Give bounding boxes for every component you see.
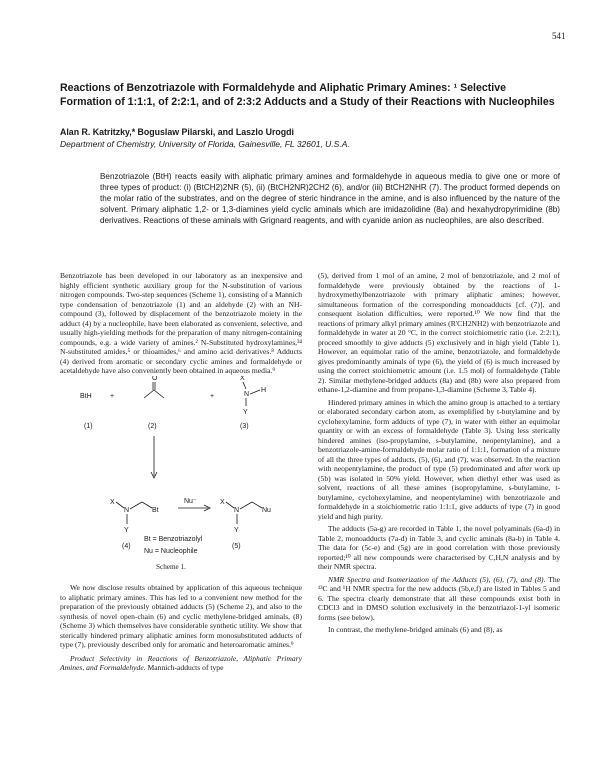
scheme-bth: BtH	[80, 393, 92, 400]
article-affiliation: Department of Chemistry, University of Florida, Gainesville, FL 32601, U.S.A.	[60, 139, 350, 149]
scheme-aldehyde-bond-right	[154, 390, 164, 398]
page-number: 541	[552, 31, 566, 41]
scheme-x-4: X	[110, 499, 115, 506]
scheme-amine-bond-x	[243, 382, 246, 389]
scheme-bond-5a	[226, 502, 234, 508]
left-subhead: Product Selectivity in Reactions of Benzotriazole, Aliphatic Primary Amines, and Formaldehyde.	[60, 653, 302, 672]
right-paragraph-3: The adducts (5a-g) are recorded in Table 1, the novel polyaminals (6a-d) in Table 2, monoadducts (7a-d) in Table 3, and cyclic aminals (8a-b) in Table 4. The data for (5c-e) and (5g) are in good correlation with those previously reported;¹⁰ all new compounds were characterised by C,H,N analysis and by their NMR spectra.	[318, 524, 560, 571]
scheme-arrow-label: Nu⁻	[184, 498, 197, 505]
scheme-1-diagram	[60, 376, 302, 576]
scheme-n-5: N	[234, 507, 240, 514]
right-paragraph-5: In contrast, the methylene-bridged aminals (6) and (8), as	[328, 625, 503, 634]
scheme-n-top: N	[244, 391, 250, 398]
scheme-x-5: X	[220, 499, 225, 506]
scheme-n-4: N	[124, 507, 130, 514]
scheme-x-top: X	[240, 376, 245, 382]
scheme-oxygen: O	[152, 376, 158, 382]
left-column-top	[60, 271, 302, 379]
article-authors: Alan R. Katritzky,* Boguslaw Pilarski, and Laszlo Urogdi	[60, 127, 294, 137]
scheme-label-4: (4)	[122, 543, 131, 550]
scheme-amine-bond-h	[250, 390, 260, 394]
left-paragraph-3-body: Mannich-adducts of type	[147, 663, 224, 672]
scheme-nu-5: Nu	[262, 507, 271, 514]
scheme-bond-4a	[116, 502, 124, 508]
scheme-aldehyde-bond-left	[144, 390, 154, 398]
scheme-y-4: Y	[124, 527, 129, 534]
scheme-plus-2: +	[210, 393, 215, 400]
scheme-y-5: Y	[234, 527, 239, 534]
scheme-legend-bt: Bt = Benzotriazolyl	[144, 536, 203, 543]
scheme-legend-nu: Nu = Nucleophile	[144, 548, 198, 555]
scheme-bt-4: Bt	[152, 507, 159, 514]
scheme-y-top: Y	[243, 409, 248, 416]
right-column	[318, 271, 560, 638]
scheme-h-top: H	[261, 387, 267, 394]
right-paragraph-4-body: The ¹³C and ¹H NMR spectra for the new adducts (5b,e,f) are listed in Tables 5 and 6. The spectra clearly demonstrate that all these compounds exist both in CDCl3 and in DMSO solution exclusively in the benzotriazol-1-yl isomeric forms (see below).	[318, 574, 560, 622]
right-subhead: NMR Spectra and Isomerization of the Adducts (5), (6), (7), and (8).	[328, 574, 546, 584]
left-paragraph-1: Benzotriazole has been developed in our laboratory as an inexpensive and highly efficient synthetic auxiliary group for the N-substitution of various nitrogen compounds. Two-step sequences (Scheme 1), consisting of a Mannich type condensation of benzotriazole (1) and an aldehyde (2) with an NH-compound (3), followed by displacement of the benzotriazole moiety in the adduct (4) by a nucleophile, have been elaborated as convenient, selective, and usually high-yielding methods for the preparation of many nitrogen-containing compounds, e.g. a wide variety of amines.² N-Substituted hydroxylamines,³⁴ N-substituted amides,⁵ or thioamides,⁶ and amino acid derivatives.⁸ Adducts (4) derived from aromatic or secondary cyclic amines and formaldehyde or acetaldehyde have also conveniently been obtained in aqueous media.⁹	[60, 271, 302, 375]
scheme-label-1: (1)	[84, 423, 93, 430]
right-paragraph-4	[318, 575, 560, 623]
scheme-bond-5c	[252, 502, 262, 508]
left-paragraph-2: We now disclose results obtained by application of this aqueous technique to aliphatic primary amines. This has led to a convenient new method for the preparation of the previously obtained adducts (5) (Scheme 2), and also to the synthesis of novel open-chain (6) and cyclic methylene-bridged aminals, (8) (Scheme 3) which themselves have considerable synthetic utility. We show that sterically hindered primary aliphatic amines form monosubstituted adducts of type (7), previously described only for aromatic and heteroaromatic amines.⁹	[60, 583, 302, 649]
left-paragraph-3	[60, 654, 302, 673]
scheme-bond-4c	[142, 502, 152, 508]
right-paragraph-1: (5), derived from 1 mol of an amine, 2 mol of benzotriazole, and 2 mol of formaldehyde were previously obtained by the reactions of 1-hydroxymethylbenzotriazole with primary aliphatic amines; however, simultaneous formation of the corresponding monoadducts [cf. (7)], and consequent isolation difficulties, were reported.¹⁰ We now find that the reactions of primary alkyl primary amines (R'CH2NH2) with benzotriazole and formaldehyde in water at 20 °C, in the correct stoichiometric ratio (i.e. 2:2:1), proceed smoothly to give adducts (5) exclusively and in high yield (Table 1). However, an equimolar ratio of the amine, benzotriazole, and formaldehyde gives predominantly aminals of type (6), the yield of (6) is much increased by using the correct stoichiometric amount (i.e. 1.5 mol) of formaldehyde (Table 2). Similar methylene-bridged adducts (8a) and (8b) were also prepared from ethane-1,2-diamine and from propane-1,3-diamine (Scheme 3, Table 4).	[318, 271, 560, 394]
scheme-label-5: (5)	[232, 543, 241, 550]
scheme-label-2: (2)	[148, 423, 157, 430]
scheme-bond-4b	[130, 502, 142, 509]
article-title: Reactions of Benzotriazole with Formaldehyde and Aliphatic Primary Amines: ¹ Selective Formation of 1:1:1, of 2:2:1, and of 2:3:2 Adducts and a Study of their Reactions with Nucleophiles	[60, 82, 555, 108]
abstract: Benzotriazole (BtH) reacts easily with aliphatic primary amines and formaldehyde in aqueous media to give one or more of three types of product: (i) (BtCH2)2NR (5), (ii) (BtCH2NR)2CH2 (6), and/or (iii) BtCH2NHR (7). The product formed depends on the molar ratio of the substrates, and on the degree of steric hindrance in the amine, and is also influenced by the nature of the solvent. Primary aliphatic 1,2- or 1,3-diamines yield cyclic aminals which are imidazolidine (8a) and hexahydropyrimidine (8b) derivatives. Reactions of these aminals with Grignard reagents, and with cyanide anion as nucleophiles, are also described.	[100, 172, 560, 225]
right-paragraph-2: Hindered primary amines in which the amino group is attached to a tertiary or elaborated secondary carbon atom, as exemplified by t-butylamine and by cyclohexylamine, form adducts of type (7), in water with either an equimolar quantity or with an excess of formaldehyde (Table 3). Using less sterically hindered amines (iso-propylamine, s-butylamine, neopentylamine), and a benzotriazole-amine-formaldehyde molar ratio of 1:1:1, formation of a mixture of all the three types of adducts, (5), (6), and (7), was observed. In the reaction with neopentylamine, the product of type (5) predominated and after work up (5b) was isolated in 50% yield. However, when diethyl ether was used as solvent, reactions of all these amines (isopropylamine, s-butylamine, t-butylamine, cyclohexylamine, and neopentylamine) with benzotriazole and formaldehyde in a stoichiometric ratio 1:1:1, give adducts of type (7) in good yield and high purity.	[318, 397, 560, 521]
scheme-label-3: (3)	[240, 423, 249, 430]
scheme-caption: Scheme 1.	[156, 563, 186, 571]
scheme-plus-1: +	[110, 393, 115, 400]
scheme-bond-5b	[240, 502, 252, 509]
left-column-bottom	[60, 583, 302, 677]
